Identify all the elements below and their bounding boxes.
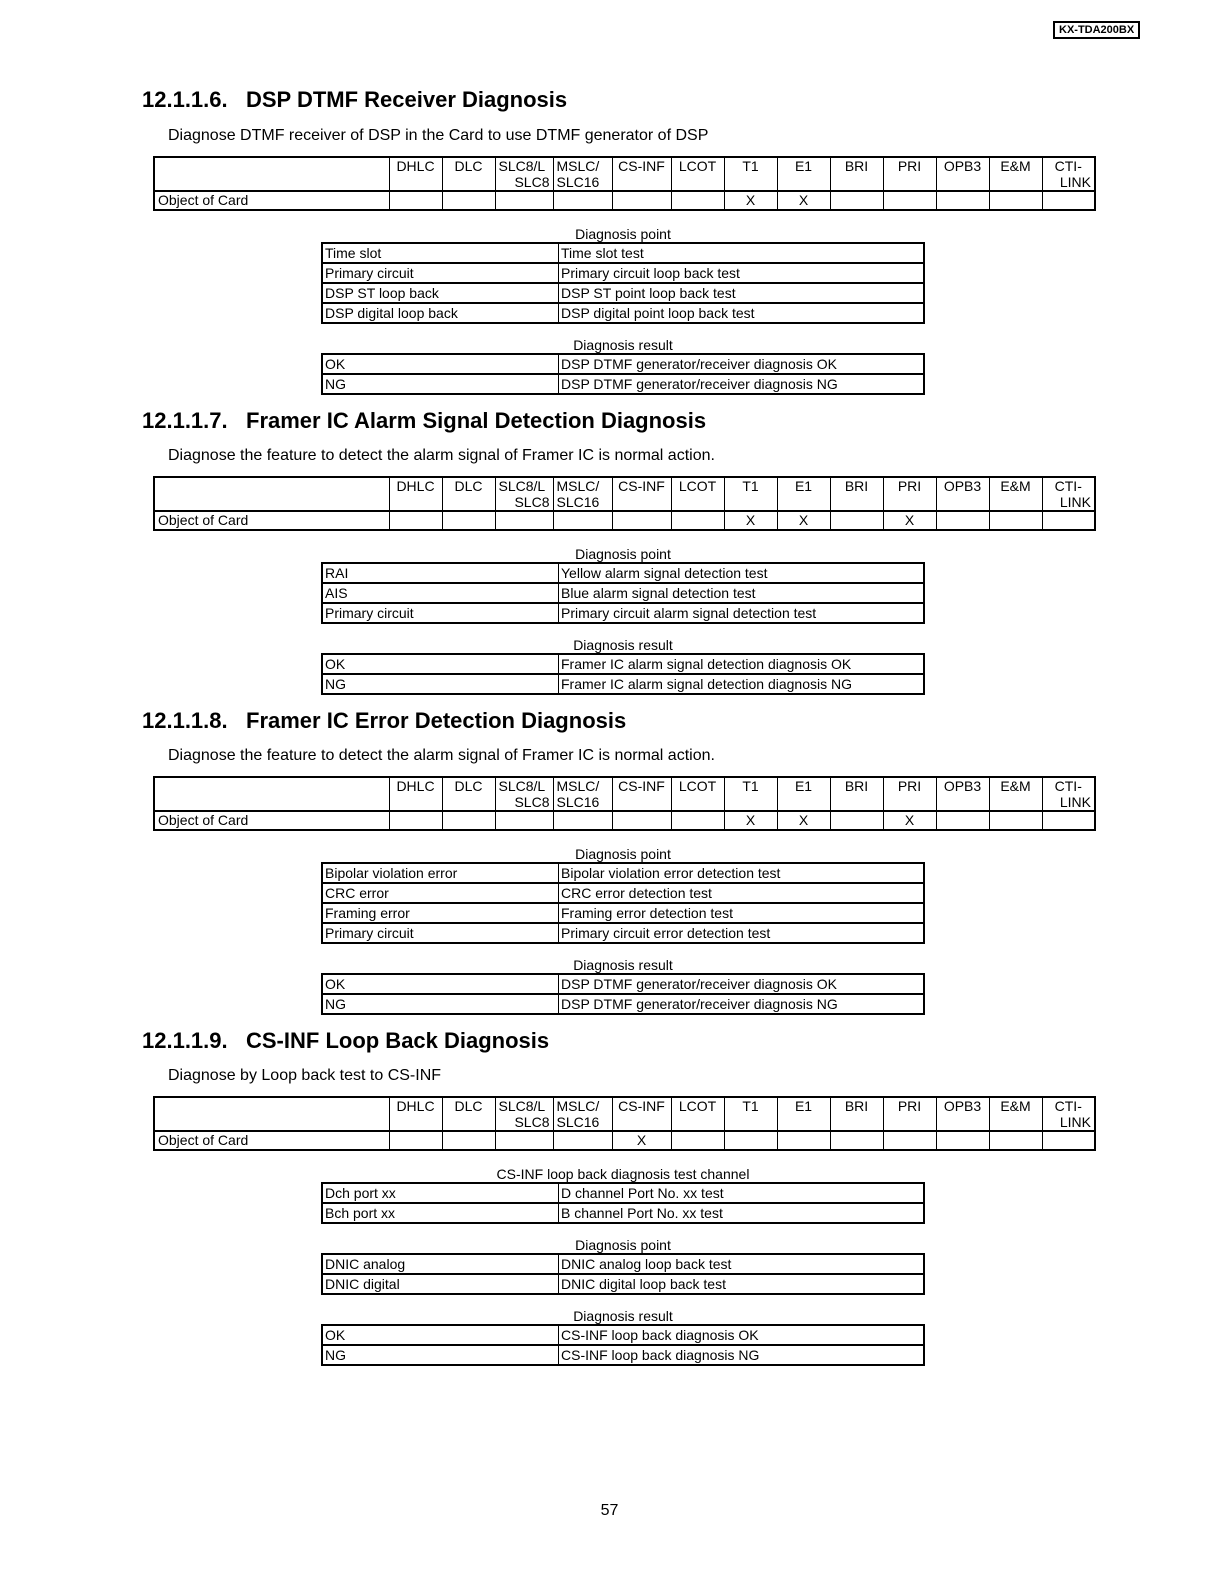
card-column-header — [936, 1097, 989, 1131]
card-object-mark — [830, 511, 883, 530]
card-column-label: CTI- — [1054, 1098, 1082, 1114]
diagnosis-result-table — [321, 353, 925, 395]
card-column-label: CS-INF — [618, 778, 665, 794]
card-object-mark — [1042, 811, 1095, 830]
section-title: Framer IC Alarm Signal Detection Diagnosis — [246, 408, 707, 433]
card-column-header — [724, 477, 777, 511]
card-column-label: T1 — [742, 1098, 759, 1114]
card-column-label: SLC8/L — [498, 778, 546, 794]
card-column-header — [612, 777, 671, 811]
table-row — [322, 263, 924, 283]
diagnosis-description: DSP DTMF generator/receiver diagnosis NG — [559, 994, 925, 1014]
diagnosis-description: CRC error detection test — [559, 883, 925, 903]
card-column-label: T1 — [742, 778, 759, 794]
diagnosis-item: Bipolar violation error — [322, 863, 559, 883]
card-column-header — [442, 777, 495, 811]
card-applicability-table — [153, 1096, 1096, 1151]
table-caption: Diagnosis result — [573, 957, 673, 973]
card-column-header — [1042, 157, 1095, 191]
diagnosis-description: Framer IC alarm signal detection diagnosis OK — [559, 654, 925, 674]
card-column-label: E1 — [794, 478, 813, 494]
card-column-label: PRI — [897, 478, 922, 494]
card-object-mark — [389, 511, 442, 530]
diagnosis-item: Primary circuit — [322, 263, 559, 283]
card-object-mark — [553, 191, 612, 210]
card-object-mark — [553, 811, 612, 830]
card-column-header — [989, 777, 1042, 811]
section-description: Diagnose the feature to detect the alarm signal of Framer IC is normal action. — [168, 747, 715, 764]
card-column-label: MSLC/ — [556, 158, 600, 174]
card-column-header — [612, 1097, 671, 1131]
table-caption: Diagnosis point — [575, 1237, 671, 1253]
diagnosis-item: OK — [322, 1325, 559, 1345]
card-column-header — [389, 477, 442, 511]
card-column-label: OPB3 — [943, 1098, 982, 1114]
card-object-mark — [936, 191, 989, 210]
object-of-card-label: Object of Card — [154, 1131, 389, 1150]
diagnosis-description: DNIC digital loop back test — [559, 1274, 925, 1294]
diagnosis-item: NG — [322, 674, 559, 694]
card-object-mark — [442, 511, 495, 530]
card-column-header — [612, 477, 671, 511]
card-column-header — [830, 777, 883, 811]
card-column-label: OPB3 — [943, 158, 982, 174]
card-column-sublabel: SLC16 — [556, 174, 600, 190]
card-object-mark — [777, 1131, 830, 1150]
diagnosis-description: DSP DTMF generator/receiver diagnosis OK — [559, 354, 925, 374]
card-object-mark — [442, 191, 495, 210]
card-column-header — [612, 157, 671, 191]
card-object-mark — [612, 811, 671, 830]
diagnosis-description: Bipolar violation error detection test — [559, 863, 925, 883]
table-caption: CS-INF loop back diagnosis test channel — [496, 1166, 750, 1182]
section-number: 12.1.1.8. — [142, 708, 228, 733]
diagnosis-item: Primary circuit — [322, 603, 559, 623]
card-object-mark — [671, 191, 724, 210]
card-column-label: LCOT — [678, 158, 717, 174]
table-caption: Diagnosis point — [575, 546, 671, 562]
card-column-header — [883, 777, 936, 811]
card-object-mark: X — [883, 511, 936, 530]
card-column-sublabel: LINK — [1059, 174, 1091, 190]
table-row — [322, 863, 924, 883]
card-object-mark — [612, 191, 671, 210]
card-column-label: BRI — [844, 158, 869, 174]
diagnosis-description: Yellow alarm signal detection test — [559, 563, 925, 583]
section-description: Diagnose by Loop back test to CS-INF — [168, 1067, 442, 1084]
card-object-mark — [671, 811, 724, 830]
table-caption: Diagnosis result — [573, 337, 673, 353]
card-column-label: CS-INF — [618, 158, 665, 174]
card-object-mark — [553, 511, 612, 530]
card-object-mark — [612, 511, 671, 530]
table-row — [322, 563, 924, 583]
card-column-header — [989, 157, 1042, 191]
card-column-label: PRI — [897, 158, 922, 174]
card-column-header — [389, 157, 442, 191]
object-of-card-label: Object of Card — [154, 511, 389, 530]
card-column-sublabel: LINK — [1059, 494, 1091, 510]
card-column-label: DLC — [454, 778, 483, 794]
diagnosis-description: Framing error detection test — [559, 903, 925, 923]
diagnosis-item: Dch port xx — [322, 1183, 559, 1203]
card-object-mark — [671, 511, 724, 530]
diagnosis-point-table — [321, 562, 925, 624]
diagnosis-point-table — [321, 1253, 925, 1295]
card-column-label: LCOT — [678, 1098, 717, 1114]
section-heading — [142, 87, 567, 113]
card-object-mark — [495, 1131, 553, 1150]
card-column-label: DLC — [454, 478, 483, 494]
diagnosis-item: NG — [322, 374, 559, 394]
card-column-header — [1042, 477, 1095, 511]
diagnosis-item: DSP digital loop back — [322, 303, 559, 323]
card-column-label: E1 — [794, 1098, 813, 1114]
card-column-header — [671, 1097, 724, 1131]
section-title: Framer IC Error Detection Diagnosis — [246, 708, 627, 733]
card-object-mark: X — [777, 811, 830, 830]
card-column-header — [883, 157, 936, 191]
table-row — [322, 303, 924, 323]
card-object-mark — [442, 811, 495, 830]
card-column-label: LCOT — [678, 778, 717, 794]
card-column-header — [989, 477, 1042, 511]
table-row — [322, 283, 924, 303]
card-object-mark: X — [724, 191, 777, 210]
card-column-label: DHLC — [396, 158, 435, 174]
card-object-mark — [389, 811, 442, 830]
card-object-mark — [1042, 1131, 1095, 1150]
card-object-mark — [989, 1131, 1042, 1150]
diagnosis-item: Framing error — [322, 903, 559, 923]
section-title: CS-INF Loop Back Diagnosis — [246, 1028, 550, 1053]
card-object-mark — [989, 191, 1042, 210]
test-channel-table — [321, 1182, 925, 1224]
diagnosis-item: NG — [322, 994, 559, 1014]
card-column-label: E1 — [794, 778, 813, 794]
card-applicability-table — [153, 776, 1096, 831]
card-object-mark — [495, 191, 553, 210]
card-column-sublabel: SLC16 — [556, 494, 600, 510]
diagnosis-result-table — [321, 1324, 925, 1366]
diagnosis-description: DNIC analog loop back test — [559, 1254, 925, 1274]
card-column-header — [936, 157, 989, 191]
section-description: Diagnose the feature to detect the alarm signal of Framer IC is normal action. — [168, 447, 715, 464]
card-object-mark: X — [724, 811, 777, 830]
table-row — [322, 654, 924, 674]
card-column-label: T1 — [742, 158, 759, 174]
card-object-mark — [830, 1131, 883, 1150]
card-column-header — [777, 477, 830, 511]
card-object-mark — [389, 191, 442, 210]
table-caption: Diagnosis result — [573, 1308, 673, 1324]
card-column-header — [989, 1097, 1042, 1131]
card-column-label: CTI- — [1054, 158, 1082, 174]
card-column-label: PRI — [897, 1098, 922, 1114]
card-column-label: DLC — [454, 1098, 483, 1114]
card-column-label: DLC — [454, 158, 483, 174]
diagnosis-description: CS-INF loop back diagnosis NG — [559, 1345, 925, 1365]
diagnosis-item: AIS — [322, 583, 559, 603]
diagnosis-item: Time slot — [322, 243, 559, 263]
card-column-header — [1042, 777, 1095, 811]
diagnosis-item: Bch port xx — [322, 1203, 559, 1223]
table-row — [322, 1203, 924, 1223]
card-column-label: E&M — [1000, 778, 1031, 794]
card-column-header — [553, 1097, 612, 1131]
card-column-sublabel: SLC8 — [514, 794, 550, 810]
diagnosis-item: DSP ST loop back — [322, 283, 559, 303]
card-object-mark: X — [777, 511, 830, 530]
card-object-mark — [936, 811, 989, 830]
card-object-mark — [830, 191, 883, 210]
diagnosis-item: OK — [322, 354, 559, 374]
table-row — [322, 374, 924, 394]
diagnosis-description: Time slot test — [559, 243, 925, 263]
card-column-label: BRI — [844, 778, 869, 794]
card-object-mark — [1042, 191, 1095, 210]
card-column-header — [442, 477, 495, 511]
card-column-header — [495, 157, 553, 191]
card-column-label: CS-INF — [618, 478, 665, 494]
diagnosis-description: Primary circuit alarm signal detection test — [559, 603, 925, 623]
diagnosis-item: OK — [322, 654, 559, 674]
diagnosis-description: Framer IC alarm signal detection diagnosis NG — [559, 674, 925, 694]
diagnosis-description: DSP digital point loop back test — [559, 303, 925, 323]
table-row — [322, 1183, 924, 1203]
section-heading — [142, 708, 626, 734]
card-object-mark — [442, 1131, 495, 1150]
card-column-label: E&M — [1000, 158, 1031, 174]
card-column-sublabel: SLC8 — [514, 494, 550, 510]
card-column-header — [495, 1097, 553, 1131]
card-applicability-table — [153, 156, 1096, 211]
diagnosis-item: NG — [322, 1345, 559, 1365]
table-caption: Diagnosis result — [573, 637, 673, 653]
card-column-header — [830, 1097, 883, 1131]
card-column-header — [724, 1097, 777, 1131]
card-object-mark: X — [724, 511, 777, 530]
card-object-mark — [495, 811, 553, 830]
diagnosis-description: Blue alarm signal detection test — [559, 583, 925, 603]
diagnosis-point-table — [321, 862, 925, 944]
card-column-header — [389, 1097, 442, 1131]
card-column-label: SLC8/L — [498, 158, 546, 174]
table-row — [322, 974, 924, 994]
card-column-header — [553, 157, 612, 191]
card-column-label: E1 — [794, 158, 813, 174]
table-row — [322, 923, 924, 943]
diagnosis-result-table — [321, 973, 925, 1015]
table-row — [322, 1345, 924, 1365]
section-number: 12.1.1.7. — [142, 408, 228, 433]
table-row — [322, 583, 924, 603]
object-of-card-label: Object of Card — [154, 811, 389, 830]
card-column-sublabel: SLC16 — [556, 794, 600, 810]
card-object-mark — [553, 1131, 612, 1150]
card-object-mark — [936, 511, 989, 530]
card-object-mark — [883, 191, 936, 210]
card-object-mark — [989, 811, 1042, 830]
table-row — [322, 1325, 924, 1345]
section-heading — [142, 1028, 549, 1054]
diagnosis-description: DSP DTMF generator/receiver diagnosis OK — [559, 974, 925, 994]
card-column-label: BRI — [844, 478, 869, 494]
card-column-header — [830, 157, 883, 191]
diagnosis-item: CRC error — [322, 883, 559, 903]
card-column-header — [777, 1097, 830, 1131]
card-column-label: T1 — [742, 478, 759, 494]
card-column-sublabel: SLC8 — [514, 174, 550, 190]
table-row — [322, 603, 924, 623]
card-column-header — [830, 477, 883, 511]
card-column-header — [671, 157, 724, 191]
card-column-header — [1042, 1097, 1095, 1131]
card-column-header — [671, 477, 724, 511]
card-column-header — [724, 777, 777, 811]
table-row — [322, 674, 924, 694]
table-row — [322, 903, 924, 923]
card-object-mark — [989, 511, 1042, 530]
card-column-label: CS-INF — [618, 1098, 665, 1114]
card-column-label: DHLC — [396, 1098, 435, 1114]
card-column-header — [442, 1097, 495, 1131]
card-column-label: SLC8/L — [498, 478, 546, 494]
card-object-mark: X — [883, 811, 936, 830]
card-column-label: PRI — [897, 778, 922, 794]
card-column-sublabel: LINK — [1059, 1114, 1091, 1130]
table-row — [322, 354, 924, 374]
card-object-mark — [883, 1131, 936, 1150]
table-row — [322, 994, 924, 1014]
section-title: DSP DTMF Receiver Diagnosis — [246, 87, 568, 112]
diagnosis-item: DNIC digital — [322, 1274, 559, 1294]
card-column-label: OPB3 — [943, 778, 982, 794]
card-column-header — [777, 157, 830, 191]
table-row — [322, 883, 924, 903]
section-heading — [142, 408, 706, 434]
card-object-mark — [1042, 511, 1095, 530]
table-caption: Diagnosis point — [575, 226, 671, 242]
card-object-mark: X — [612, 1131, 671, 1150]
card-object-mark — [724, 1131, 777, 1150]
table-row — [322, 243, 924, 263]
card-column-sublabel: SLC8 — [514, 1114, 550, 1130]
diagnosis-item: DNIC analog — [322, 1254, 559, 1274]
diagnosis-description: D channel Port No. xx test — [559, 1183, 925, 1203]
table-row — [322, 1274, 924, 1294]
card-column-header — [553, 777, 612, 811]
card-column-header — [936, 477, 989, 511]
card-column-label: DHLC — [396, 778, 435, 794]
card-object-mark — [936, 1131, 989, 1150]
card-column-label: CTI- — [1054, 778, 1082, 794]
section-description: Diagnose DTMF receiver of DSP in the Card to use DTMF generator of DSP — [168, 127, 709, 144]
diagnosis-description: B channel Port No. xx test — [559, 1203, 925, 1223]
card-column-header — [389, 777, 442, 811]
diagnosis-item: RAI — [322, 563, 559, 583]
table-caption: Diagnosis point — [575, 846, 671, 862]
card-column-label: E&M — [1000, 478, 1031, 494]
model-number-badge: KX-TDA200BX — [1053, 21, 1140, 39]
object-of-card-label: Object of Card — [154, 191, 389, 210]
section-number: 12.1.1.6. — [142, 87, 228, 112]
card-column-header — [724, 157, 777, 191]
card-column-label: E&M — [1000, 1098, 1031, 1114]
diagnosis-item: Primary circuit — [322, 923, 559, 943]
diagnosis-description: Primary circuit error detection test — [559, 923, 925, 943]
card-column-header — [883, 1097, 936, 1131]
card-column-header — [777, 777, 830, 811]
card-column-label: MSLC/ — [556, 1098, 600, 1114]
card-column-label: OPB3 — [943, 478, 982, 494]
card-object-mark: X — [777, 191, 830, 210]
card-column-label: MSLC/ — [556, 478, 600, 494]
table-row — [322, 1254, 924, 1274]
card-column-header — [553, 477, 612, 511]
card-object-mark — [495, 511, 553, 530]
card-column-label: MSLC/ — [556, 778, 600, 794]
card-column-label: SLC8/L — [498, 1098, 546, 1114]
card-column-label: CTI- — [1054, 478, 1082, 494]
diagnosis-description: DSP DTMF generator/receiver diagnosis NG — [559, 374, 925, 394]
card-column-label: BRI — [844, 1098, 869, 1114]
card-column-label: DHLC — [396, 478, 435, 494]
card-column-header — [442, 157, 495, 191]
page-number: 57 — [600, 1502, 619, 1519]
diagnosis-description: DSP ST point loop back test — [559, 283, 925, 303]
card-applicability-table — [153, 476, 1096, 531]
card-column-sublabel: LINK — [1059, 794, 1091, 810]
diagnosis-item: OK — [322, 974, 559, 994]
card-column-header — [495, 777, 553, 811]
card-column-sublabel: SLC16 — [556, 1114, 600, 1130]
card-column-label: LCOT — [678, 478, 717, 494]
diagnosis-description: CS-INF loop back diagnosis OK — [559, 1325, 925, 1345]
card-column-header — [883, 477, 936, 511]
diagnosis-description: Primary circuit loop back test — [559, 263, 925, 283]
section-number: 12.1.1.9. — [142, 1028, 228, 1053]
diagnosis-result-table — [321, 653, 925, 695]
diagnosis-point-table — [321, 242, 925, 324]
card-object-mark — [830, 811, 883, 830]
card-object-mark — [671, 1131, 724, 1150]
card-column-header — [936, 777, 989, 811]
card-column-header — [495, 477, 553, 511]
card-object-mark — [389, 1131, 442, 1150]
card-column-header — [671, 777, 724, 811]
